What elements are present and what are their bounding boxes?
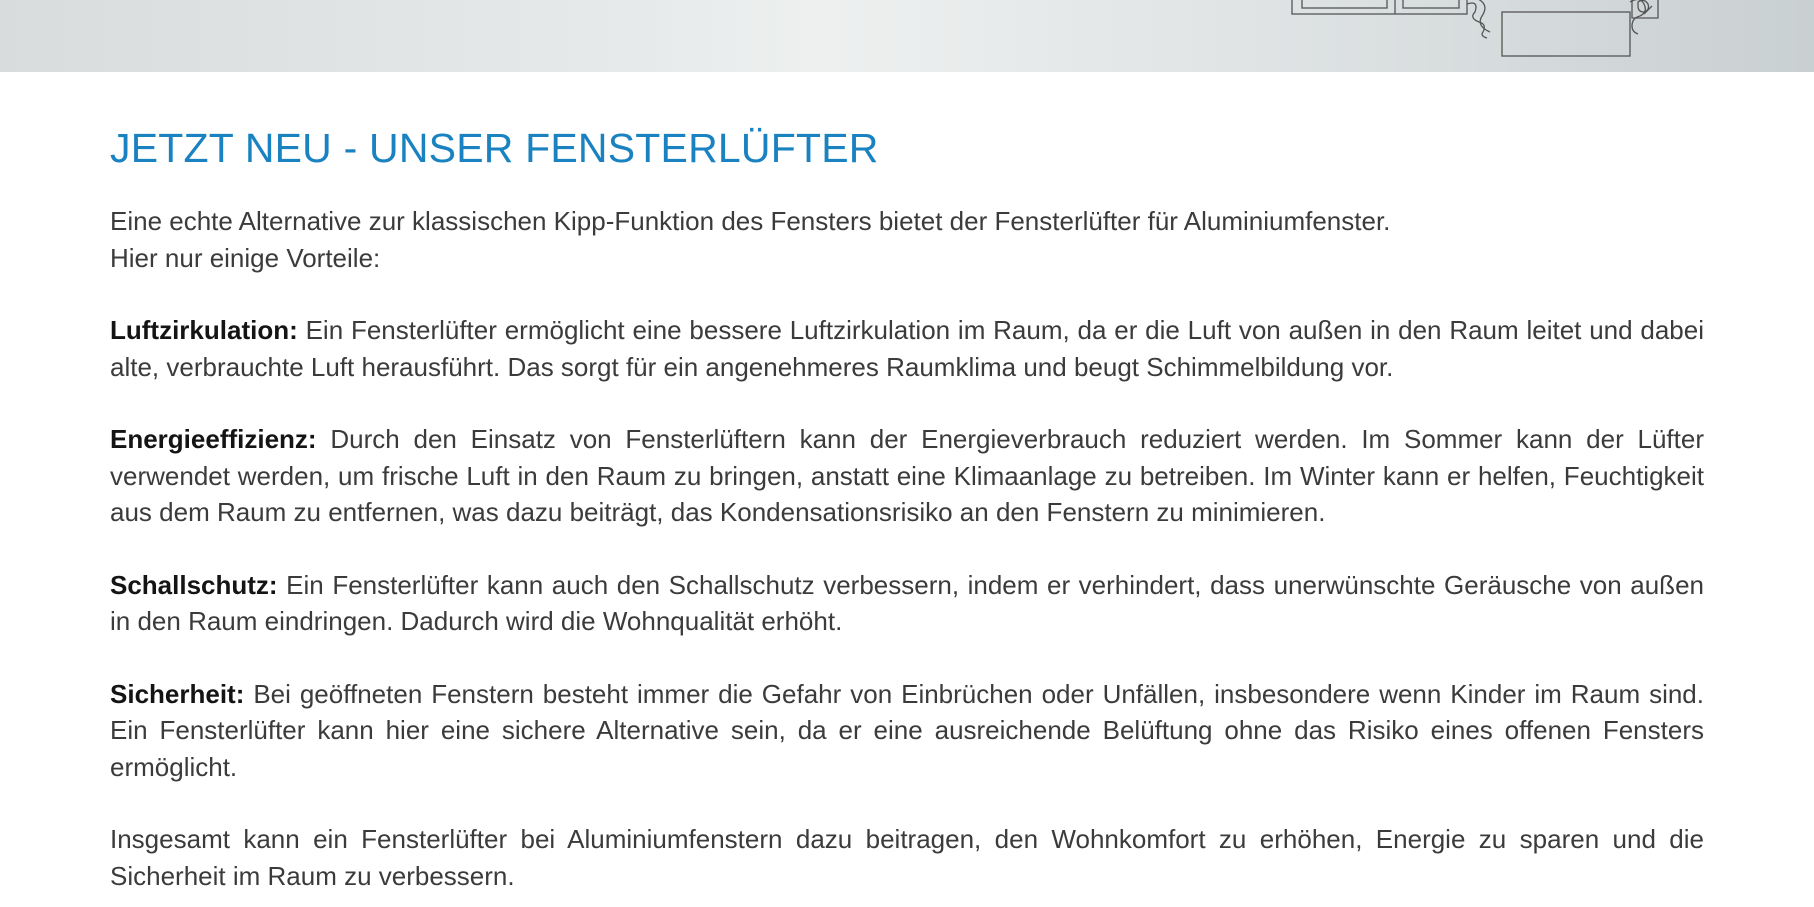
header-banner (0, 0, 1814, 72)
section-term: Schallschutz: (110, 569, 278, 600)
intro-paragraph (110, 203, 1704, 276)
section-sicherheit (110, 676, 1704, 786)
section-schallschutz (110, 567, 1704, 640)
section-text: Ein Fensterlüfter ermöglicht eine bessere Luftzirkulation im Raum, da er die Luft von außen in den Raum leitet und dabei alte, verbrauchte Luft herausführt. Das sorgt für ein angenehmeres Raumklima und beugt Schimmelbildung vor. (110, 315, 1704, 382)
section-energieeffizienz (110, 421, 1704, 531)
window-illustration-icon (1280, 0, 1680, 64)
section-text: Bei geöffneten Fenstern besteht immer die Gefahr von Einbrüchen oder Unfällen, insbesondere wenn Kinder im Raum sind. Ein Fensterlüfter kann hier eine sichere Alternative sein, da er eine ausreichende Belüftung ohne das Risiko eines offenen Fensters ermöglicht. (110, 678, 1704, 782)
section-text: Ein Fensterlüfter kann auch den Schallschutz verbessern, indem er verhindert, dass unerwünschte Geräusche von außen in den Raum eindringen. Dadurch wird die Wohnqualität erhöht. (110, 569, 1704, 637)
page-title: JETZT NEU - UNSER FENSTERLÜFTER (110, 125, 879, 171)
section-luftzirkulation (110, 312, 1704, 385)
section-term: Energieeffizienz: (110, 424, 317, 455)
conclusion-paragraph: Insgesamt kann ein Fensterlüfter bei Aluminiumfenstern dazu beitragen, den Wohnkomfort zu erhöhen, Energie zu sparen und die Sicherheit im Raum zu verbessern. (110, 824, 1704, 891)
intro-line-2: Hier nur einige Vorteile: (110, 242, 381, 273)
section-text: Durch den Einsatz von Fensterlüftern kann der Energieverbrauch reduziert werden. Im Sommer kann der Lüfter verwendet werden, um frische Luft in den Raum zu bringen, anstatt eine Klimaanlage zu betreiben. Im Winter kann er helfen, Feuchtigkeit aus dem Raum zu entfernen, was dazu beiträgt, das Kondensationsrisiko an den Fenstern zu minimieren. (110, 424, 1704, 528)
article (110, 124, 1704, 894)
intro-line-1: Eine echte Alternative zur klassischen Kipp-Funktion des Fensters bietet der Fensterlüfter für Aluminiumfenster. (110, 206, 1391, 237)
section-term: Sicherheit: (110, 678, 245, 709)
section-term: Luftzirkulation: (110, 315, 298, 346)
